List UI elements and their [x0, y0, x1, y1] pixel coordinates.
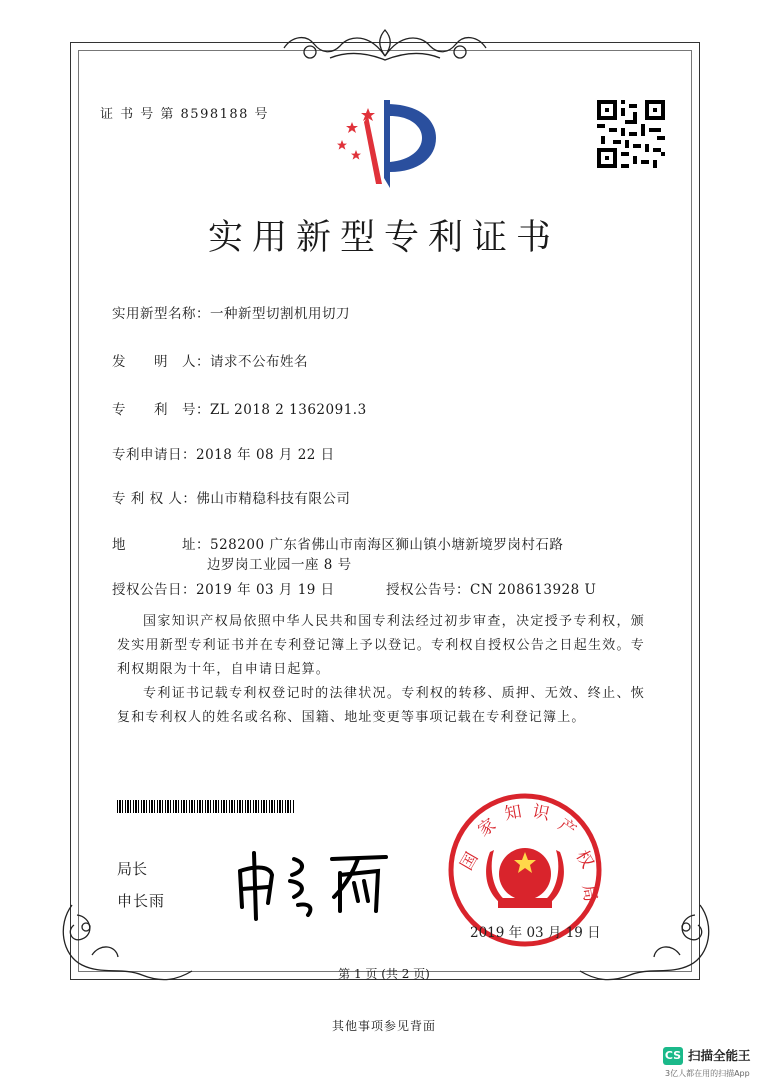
scan-app-logo-icon: CS — [663, 1047, 683, 1065]
field-patent-number — [112, 398, 367, 418]
field-label: 专 利 权 人： — [112, 491, 197, 507]
svg-text:产: 产 — [554, 814, 580, 842]
field-value: 请求不公布姓名 — [210, 354, 308, 370]
field-application-date — [112, 443, 335, 463]
field-value: 2018 年 08 月 22 日 — [196, 447, 335, 463]
field-value: 佛山市精稳科技有限公司 — [196, 491, 351, 507]
seal-date: 2019 年 03 月 19 日 — [470, 925, 601, 941]
field-grant-date — [112, 578, 335, 598]
field-label: 实用新型名称： — [112, 306, 210, 322]
footer-note: 其他事项参见背面 — [331, 1019, 436, 1033]
field-value: 2019 年 03 月 19 日 — [196, 582, 335, 598]
field-label: 专 利 号： — [112, 402, 210, 418]
svg-text:国: 国 — [456, 849, 483, 874]
svg-text:家: 家 — [474, 814, 500, 841]
field-patentee — [112, 487, 350, 507]
field-value: CN 208613928 U — [470, 582, 597, 598]
field-address — [112, 533, 563, 553]
patent-office-logo — [328, 92, 440, 192]
barcode — [117, 800, 295, 813]
field-label: 授权公告号： — [386, 582, 470, 598]
top-ornament — [270, 24, 500, 66]
field-value: 528200 广东省佛山市南海区狮山镇小塘新境罗岗村石路 — [210, 537, 564, 553]
qr-code — [597, 100, 665, 168]
scan-app-name: 扫描全能王 — [688, 1048, 751, 1063]
field-label: 发 明 人： — [112, 354, 210, 370]
field-utility-model-name — [112, 302, 350, 322]
handwritten-signature — [228, 845, 398, 925]
svg-text:局: 局 — [577, 883, 601, 904]
certificate-number: 证 书 号 第 8598188 号 — [100, 107, 270, 122]
field-inventor — [112, 350, 308, 370]
svg-text:知: 知 — [503, 801, 524, 825]
scan-app-tagline: 3亿人都在用的扫描App — [665, 1069, 750, 1078]
field-grant-number — [386, 578, 596, 598]
svg-text:权: 权 — [571, 847, 598, 872]
field-value: ZL 2018 2 1362091.3 — [210, 402, 367, 418]
signatory-title: 局长 — [117, 860, 148, 878]
body-paragraph: 专利证书记载专利权登记时的法律状况。专利权的转移、质押、无效、终止、恢复和专利权人的姓名或名称、国籍、地址变更等事项记载在专利登记簿上。 — [117, 686, 645, 725]
page-indicator: 第 1 页 (共 2 页) — [338, 967, 430, 981]
field-label: 地 址： — [112, 537, 210, 553]
field-value: 一种新型切割机用切刀 — [210, 306, 350, 322]
field-label: 授权公告日： — [112, 582, 196, 598]
field-address-line2: 边罗岗工业园一座 8 号 — [207, 557, 352, 573]
signatory-name: 申长雨 — [117, 892, 166, 910]
field-label: 专利申请日： — [112, 447, 196, 463]
certificate-title: 实用新型专利证书 — [207, 218, 560, 258]
svg-text:识: 识 — [530, 801, 552, 825]
body-paragraph: 国家知识产权局依照中华人民共和国专利法经过初步审查，决定授予专利权，颁发实用新型专利证书并在专利登记簿上予以登记。专利权自授权公告之日起生效。专利权期限为十年，自申请日起算。 — [117, 614, 645, 677]
